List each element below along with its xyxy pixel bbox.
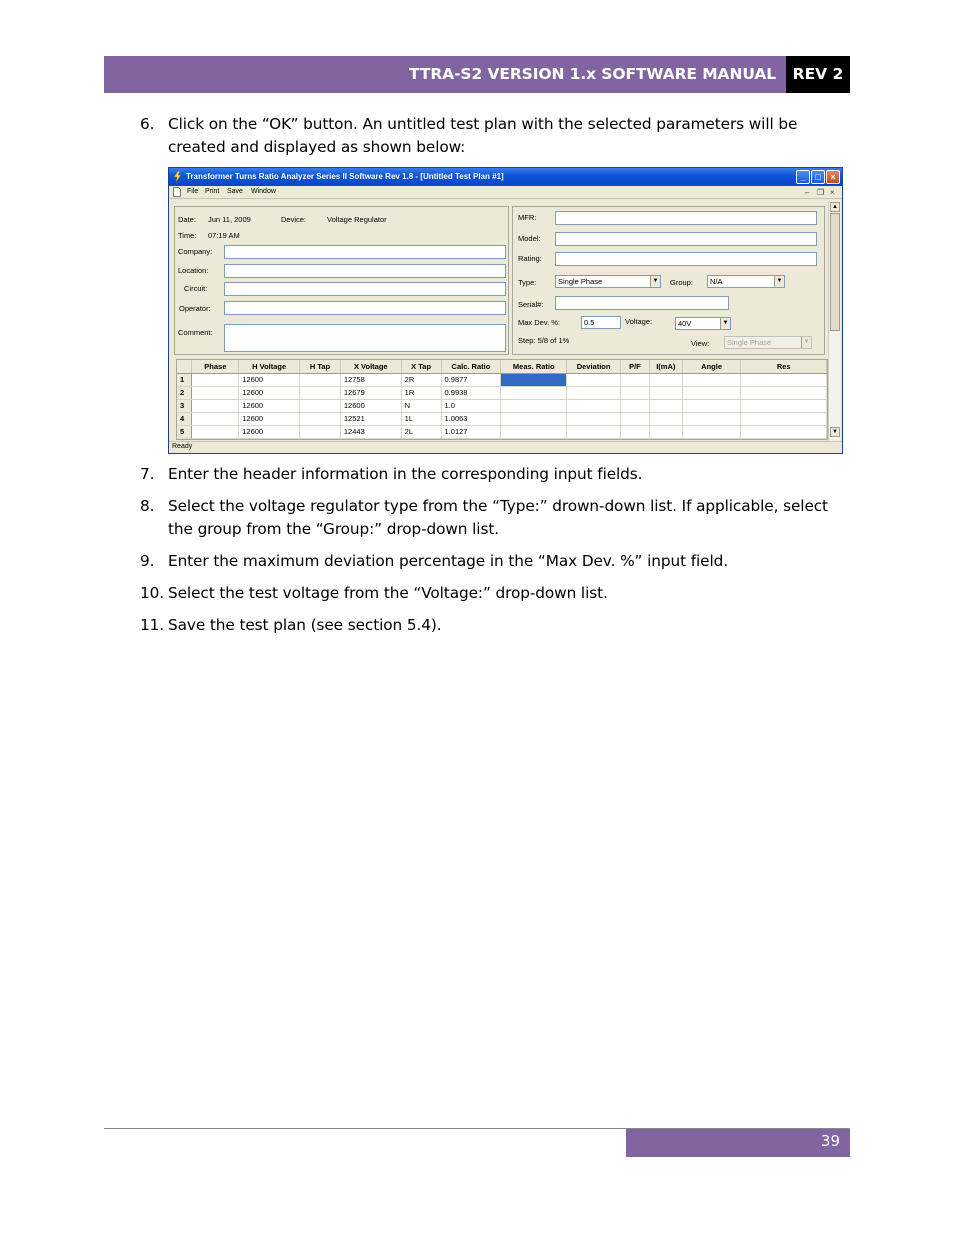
comment-textarea[interactable] [224,324,506,352]
table-cell[interactable]: 1.0 [441,399,501,412]
rating-input[interactable] [555,252,817,266]
table-cell[interactable] [192,386,239,399]
serial-label: Serial#: [518,300,544,309]
table-cell[interactable] [649,425,682,438]
menu-print[interactable]: Print [205,188,220,195]
menu-window[interactable]: Window [251,188,276,195]
table-cell[interactable] [192,373,239,386]
table-cell[interactable]: 0.9938 [441,386,501,399]
table-row[interactable] [177,373,827,386]
app-lightning-icon [173,171,182,182]
table-cell[interactable] [567,373,621,386]
table-cell[interactable] [649,412,682,425]
step-text: Click on the “OK” button. An untitled test plan with the selected parameters will be created and displayed as shown below: [168,115,798,156]
step-number: 10. [140,584,165,602]
table-cell[interactable] [621,399,650,412]
table-row[interactable] [177,386,827,399]
status-text: Ready [172,443,193,450]
table-cell[interactable] [621,425,650,438]
table-cell[interactable]: 12600 [239,386,300,399]
table-cell[interactable] [192,412,239,425]
date-label: Date: [178,215,196,224]
step-text: Enter the header information in the corresponding input fields. [168,465,643,483]
table-cell[interactable]: 12679 [340,386,401,399]
chevron-down-icon[interactable]: ▼ [801,337,811,348]
scroll-up-icon[interactable]: ▲ [830,202,840,212]
table-cell[interactable] [682,425,741,438]
mdi-minimize-button[interactable]: – [805,188,810,197]
table-cell[interactable]: 0.9877 [441,373,501,386]
transformer-info-panel [512,206,825,355]
table-cell[interactable]: 12521 [340,412,401,425]
table-cell[interactable] [567,412,621,425]
table-cell[interactable] [741,373,827,386]
header-bar [104,56,786,93]
menu-save[interactable]: Save [227,188,243,195]
comment-label: Comment: [178,328,213,337]
time-value: 07:19 AM [208,231,240,240]
document-icon [173,187,181,197]
table-cell[interactable] [192,399,239,412]
chevron-down-icon[interactable]: ▼ [720,318,730,329]
page-number: 39 [820,1132,840,1150]
table-cell[interactable] [682,412,741,425]
group-dropdown[interactable] [707,275,785,288]
step-number: 11. [140,616,165,634]
table-cell[interactable] [567,399,621,412]
window-titlebar[interactable] [169,168,842,186]
time-label: Time: [178,231,197,240]
table-row[interactable] [177,412,827,425]
model-label: Model: [518,234,541,243]
rating-label: Rating: [518,254,542,263]
scroll-thumb[interactable] [830,213,840,331]
voltage-label: Voltage: [625,317,653,326]
menu-file[interactable]: File [187,188,199,195]
table-cell[interactable]: 12600 [239,412,300,425]
revision-badge: REV 2 [786,56,850,93]
table-cell[interactable]: 12758 [340,373,401,386]
minimize-button[interactable]: _ [796,170,810,184]
table-cell[interactable] [300,386,341,399]
table-cell[interactable]: N [401,399,441,412]
col-header[interactable]: P/F [621,360,650,373]
table-cell[interactable] [682,373,741,386]
maxdev-input[interactable]: 0.5 [581,316,621,329]
mfr-label: MFR: [518,213,537,222]
step-number: 9. [140,552,155,570]
maximize-button[interactable]: □ [811,170,825,184]
step-text: Select the voltage regulator type from the “Type:” drown-down list. If applicable, select the group from the “Group:” drop-down list. [168,497,828,538]
voltage-dropdown[interactable] [675,317,731,330]
col-header[interactable]: Phase [192,360,239,373]
table-cell[interactable] [567,425,621,438]
view-dropdown[interactable] [724,336,812,349]
circuit-label: Circuit: [184,284,208,293]
vertical-scrollbar[interactable] [828,201,840,441]
manual-title: TTRA-S2 VERSION 1.x SOFTWARE MANUAL [409,65,776,83]
location-label: Location: [178,266,209,275]
table-header-row [177,360,827,373]
mfr-input[interactable] [555,211,817,225]
col-header[interactable]: H Tap [300,360,341,373]
table-cell[interactable] [649,373,682,386]
location-input[interactable] [224,264,506,278]
row-number[interactable]: 1 [177,373,192,386]
step-number: 6. [140,115,155,133]
table-cell[interactable] [501,412,567,425]
table-cell[interactable]: 1L [401,412,441,425]
app-window [168,167,843,454]
col-header[interactable]: Angle [682,360,741,373]
table-cell[interactable] [649,386,682,399]
scroll-down-icon[interactable]: ▼ [830,427,840,437]
device-value: Voltage Regulator [327,215,387,224]
table-cell[interactable]: 12600 [340,399,401,412]
company-input[interactable] [224,245,506,259]
table-cell[interactable] [741,425,827,438]
table-cell[interactable]: 2L [401,425,441,438]
table-cell[interactable] [741,399,827,412]
date-value: Jun 11, 2009 [208,215,251,224]
row-number[interactable]: 5 [177,425,192,438]
table-cell[interactable]: 12600 [239,373,300,386]
mdi-close-button[interactable]: × [830,188,835,197]
table-cell[interactable] [192,425,239,438]
table-cell[interactable] [682,399,741,412]
company-label: Company: [178,247,213,256]
test-table [177,360,827,439]
close-button[interactable]: × [826,170,840,184]
col-header[interactable]: Deviation [567,360,621,373]
row-number[interactable]: 3 [177,399,192,412]
menu-bar [169,186,842,199]
step-text: Save the test plan (see section 5.4). [168,616,442,634]
table-cell[interactable]: 1R [401,386,441,399]
step-number: 7. [140,465,155,483]
status-bar [169,441,842,453]
row-number[interactable]: 4 [177,412,192,425]
table-cell[interactable] [300,373,341,386]
type-label: Type: [518,278,537,287]
table-cell[interactable] [501,373,567,386]
step-text: Enter the maximum deviation percentage in the “Max Dev. %” input field. [168,552,728,570]
footer-bar [626,1129,850,1157]
col-header[interactable]: X Voltage [340,360,401,373]
table-cell[interactable] [300,425,341,438]
serial-input[interactable] [555,296,729,310]
test-info-panel [174,206,509,355]
maxdev-label: Max Dev. %: [518,318,560,327]
table-cell[interactable] [501,386,567,399]
table-cell[interactable]: 12600 [239,425,300,438]
step-info: Step: 5/8 of 1% [518,336,570,345]
window-title: Transformer Turns Ratio Analyzer Series II Software Rev 1.8 - [Untitled Test Plan #1] [186,172,504,181]
table-cell[interactable] [649,399,682,412]
table-row[interactable] [177,425,827,438]
table-cell[interactable]: 2R [401,373,441,386]
step-number: 8. [140,497,155,515]
mdi-restore-button[interactable]: ❐ [817,188,825,197]
table-cell[interactable]: 12600 [239,399,300,412]
step-text: Select the test voltage from the “Voltage:” drop-down list. [168,584,608,602]
table-cell[interactable]: 1.0063 [441,412,501,425]
circuit-input[interactable] [224,282,506,296]
table-cell[interactable] [501,425,567,438]
table-cell[interactable] [300,399,341,412]
table-cell[interactable]: 1.0127 [441,425,501,438]
col-header[interactable]: I(mA) [649,360,682,373]
chevron-down-icon[interactable]: ▼ [774,276,784,287]
table-cell[interactable] [741,412,827,425]
row-number[interactable]: 2 [177,386,192,399]
table-cell[interactable] [741,386,827,399]
device-label: Device: [281,215,307,224]
col-header[interactable]: Res [741,360,827,373]
table-cell[interactable] [682,386,741,399]
group-label: Group: [670,278,693,287]
type-dropdown[interactable] [555,275,661,288]
col-header[interactable]: H Voltage [239,360,300,373]
operator-input[interactable] [224,301,506,315]
table-cell[interactable]: 12443 [340,425,401,438]
model-input[interactable] [555,232,817,246]
table-cell[interactable] [621,373,650,386]
table-cell[interactable] [501,399,567,412]
table-cell[interactable] [567,386,621,399]
table-cell[interactable] [621,412,650,425]
group-value: N/A [710,277,723,286]
test-data-grid [176,359,828,440]
chevron-down-icon[interactable]: ▼ [650,276,660,287]
type-value: Single Phase [558,277,603,286]
col-header[interactable]: X Tap [401,360,441,373]
col-header[interactable]: Meas. Ratio [501,360,567,373]
col-header[interactable]: Calc. Ratio [441,360,501,373]
table-row[interactable] [177,399,827,412]
voltage-value: 40V [678,319,692,328]
operator-label: Operator: [179,304,211,313]
corner-cell [177,360,192,373]
table-cell[interactable] [621,386,650,399]
view-label: View: [691,339,710,348]
table-cell[interactable] [300,412,341,425]
view-value: Single Phase [727,338,772,347]
